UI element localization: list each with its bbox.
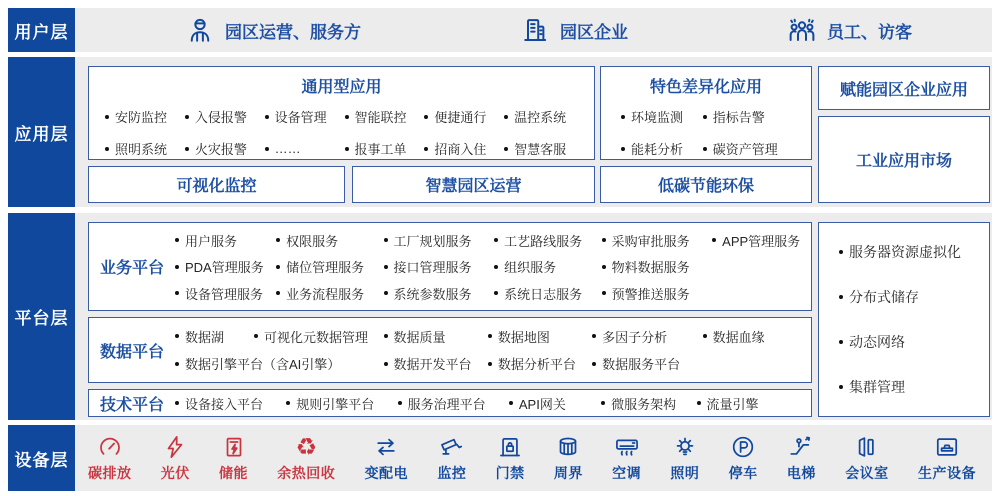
bullet-item: 能耗分析	[621, 139, 703, 158]
bullet-item: 服务治理平台	[398, 394, 509, 413]
bullet-item: 组织服务	[494, 257, 601, 276]
platform-layer-label: 平台层	[8, 213, 75, 420]
special-applications-title: 特色差异化应用	[649, 79, 762, 96]
empower-enterprise-apps-box	[818, 66, 990, 110]
bullet-item: 物料数据服务	[602, 257, 713, 276]
bullet-item: 微服务架构	[601, 394, 696, 413]
business-platform-title: 业务平台	[99, 260, 164, 277]
bullet-item: 预警推送服务	[602, 284, 713, 303]
bullet-item: 火灾报警	[185, 139, 265, 158]
device-item-meeting-room	[845, 434, 889, 483]
bullet-item: 系统日志服务	[494, 284, 601, 303]
bullet-item: 设备管理	[265, 107, 345, 126]
user-group-label: 员工、访客	[827, 22, 912, 42]
device-item-label: 周界	[553, 464, 583, 481]
special-applications-box	[600, 66, 812, 160]
device-item-label: 余热回收	[277, 464, 336, 481]
bullet-item: 可视化元数据管理	[254, 327, 384, 346]
building-icon	[520, 15, 550, 45]
production-machine-icon	[934, 434, 960, 460]
business-platform-row	[175, 257, 807, 276]
low-carbon-title: 低碳节能环保	[657, 178, 754, 195]
industrial-app-market-title: 工业应用市场	[855, 153, 952, 170]
platform-layer-band	[8, 213, 992, 420]
device-item-elevator	[787, 434, 816, 483]
device-item-access-control	[496, 434, 525, 483]
bullet-item: 数据服务平台	[592, 354, 703, 373]
bullet-item: 数据分析平台	[488, 354, 592, 373]
tech-platform-list	[175, 394, 811, 413]
bullet-item: 采购审批服务	[602, 231, 713, 250]
data-platform-title: 数据平台	[99, 343, 164, 361]
bullet-item: 数据湖	[175, 327, 254, 346]
business-platform-rows	[175, 223, 811, 310]
bullet-item: 数据质量	[384, 327, 488, 346]
data-platform-row	[175, 354, 807, 373]
bullet-item: 工厂规划服务	[384, 231, 495, 250]
bullet-item: APP管理服务	[712, 231, 807, 250]
user-group-operators	[185, 15, 361, 45]
bullet-item: 系统参数服务	[384, 284, 495, 303]
bullet-item: 智能联控	[345, 107, 425, 126]
device-item-waste-heat-recovery	[277, 434, 335, 483]
business-platform-row	[175, 284, 807, 303]
device-item-label: 门禁	[495, 464, 525, 481]
device-item-label: 监控	[437, 464, 467, 481]
device-item-perimeter	[554, 434, 583, 483]
data-platform-box	[88, 317, 812, 383]
bullet-item: PDA管理服务	[175, 257, 276, 276]
perimeter-icon	[555, 434, 581, 460]
bullet-item: 数据开发平台	[384, 354, 488, 373]
bullet-item: 工艺路线服务	[494, 231, 601, 250]
special-applications-list	[601, 97, 811, 158]
application-layer-band	[8, 57, 992, 207]
bullet-item: 多因子分析	[592, 327, 703, 346]
device-item-energy-storage	[219, 434, 248, 483]
device-item-label: 变配电	[364, 464, 409, 481]
smart-park-operation-title: 智慧园区运营	[425, 178, 522, 195]
bullet-item: 储位管理服务	[276, 257, 383, 276]
device-item-label: 停车	[728, 464, 758, 481]
air-conditioner-icon	[614, 434, 640, 460]
bullet-item: 招商入住	[424, 139, 504, 158]
visual-monitoring-box	[88, 166, 345, 203]
bullet-item: 指标告警	[703, 107, 805, 126]
data-platform-rows	[175, 318, 811, 382]
recycle-icon: ♻︎	[295, 432, 318, 461]
device-item-surveillance	[437, 434, 466, 483]
bullet-item: 规则引擎平台	[286, 394, 397, 413]
device-item-carbon-emission	[88, 434, 132, 483]
bullet-item: 数据血缘	[703, 327, 807, 346]
bullet-item: 服务器资源虚拟化	[839, 242, 989, 262]
bullet-item: 碳资产管理	[703, 139, 805, 158]
user-layer-band	[8, 8, 992, 52]
empower-enterprise-apps-title: 赋能园区企业应用	[839, 81, 968, 99]
device-item-label: 碳排放	[88, 464, 132, 481]
bullet-item: 智慧客服	[504, 139, 584, 158]
bullet-item: 入侵报警	[185, 107, 265, 126]
bullet-item: 环境监测	[621, 107, 703, 126]
bullet-item: 集群管理	[839, 377, 989, 397]
smart-park-operation-box	[352, 166, 595, 203]
cctv-icon	[439, 434, 465, 460]
device-layer-band	[8, 425, 992, 491]
bullet-item: 报事工单	[345, 139, 425, 158]
infrastructure-box	[818, 222, 990, 417]
data-platform-row	[175, 327, 807, 346]
bullet-item: 安防监控	[105, 107, 185, 126]
escalator-icon	[788, 434, 814, 460]
battery-icon	[221, 434, 247, 460]
door-lock-icon	[497, 434, 523, 460]
user-group-staff-visitors	[787, 15, 912, 45]
business-platform-row	[175, 231, 807, 250]
device-item-air-conditioning	[612, 434, 641, 483]
device-item-production-equipment	[918, 434, 976, 483]
bullet-item: 接口管理服务	[384, 257, 495, 276]
worker-icon	[185, 15, 215, 45]
bullet-item: 设备管理服务	[175, 284, 276, 303]
general-applications-title: 通用型应用	[301, 79, 382, 96]
light-bulb-icon	[672, 434, 698, 460]
exchange-arrows-icon	[373, 434, 399, 460]
device-layer-content	[78, 425, 992, 491]
bullet-item: 数据地图	[488, 327, 592, 346]
bullet-item: 动态网络	[839, 332, 989, 352]
user-group-label: 园区运营、服务方	[225, 22, 361, 42]
industrial-app-market-box	[818, 116, 990, 203]
bullet-item: 权限服务	[276, 231, 383, 250]
device-item-label: 照明	[670, 464, 700, 481]
user-group-label: 园区企业	[560, 22, 628, 42]
application-layer-label: 应用层	[8, 57, 75, 207]
bullet-item: 分布式储存	[839, 287, 989, 307]
general-applications-list	[89, 97, 594, 158]
device-item-label: 空调	[612, 464, 642, 481]
bullet-item: 业务流程服务	[276, 284, 383, 303]
general-applications-box	[88, 66, 595, 160]
device-item-label: 会议室	[845, 464, 889, 481]
device-item-label: 电梯	[786, 464, 816, 481]
business-platform-box	[88, 222, 812, 311]
user-layer-label: 用户层	[8, 8, 75, 52]
bullet-item: 流量引擎	[697, 394, 808, 413]
device-item-power-distribution	[365, 434, 409, 483]
bullet-item: 数据引擎平台（含AI引擎）	[175, 354, 384, 373]
tech-platform-title: 技术平台	[99, 396, 164, 414]
device-item-parking	[729, 434, 758, 483]
tech-platform-box	[88, 389, 812, 417]
people-icon	[787, 15, 817, 45]
lightning-icon	[162, 434, 188, 460]
device-layer-label: 设备层	[8, 425, 75, 491]
meeting-room-icon	[854, 434, 880, 460]
bullet-item: 温控系统	[504, 107, 584, 126]
bullet-item: 用户服务	[175, 231, 276, 250]
device-item-label: 光伏	[160, 464, 190, 481]
device-item-label: 储能	[219, 464, 249, 481]
gauge-icon	[97, 434, 123, 460]
user-layer-content	[75, 8, 992, 52]
device-item-label: 生产设备	[917, 464, 976, 481]
bullet-item: ……	[265, 139, 345, 158]
visual-monitoring-title: 可视化监控	[176, 178, 257, 195]
bullet-item: 照明系统	[105, 139, 185, 158]
parking-icon	[730, 434, 756, 460]
bullet-item: 便捷通行	[424, 107, 504, 126]
user-group-enterprises	[520, 15, 628, 45]
device-item-photovoltaic	[161, 434, 190, 483]
device-item-lighting	[670, 434, 699, 483]
bullet-item: 设备接入平台	[175, 394, 286, 413]
low-carbon-box	[600, 166, 812, 203]
bullet-item: API网关	[509, 394, 601, 413]
